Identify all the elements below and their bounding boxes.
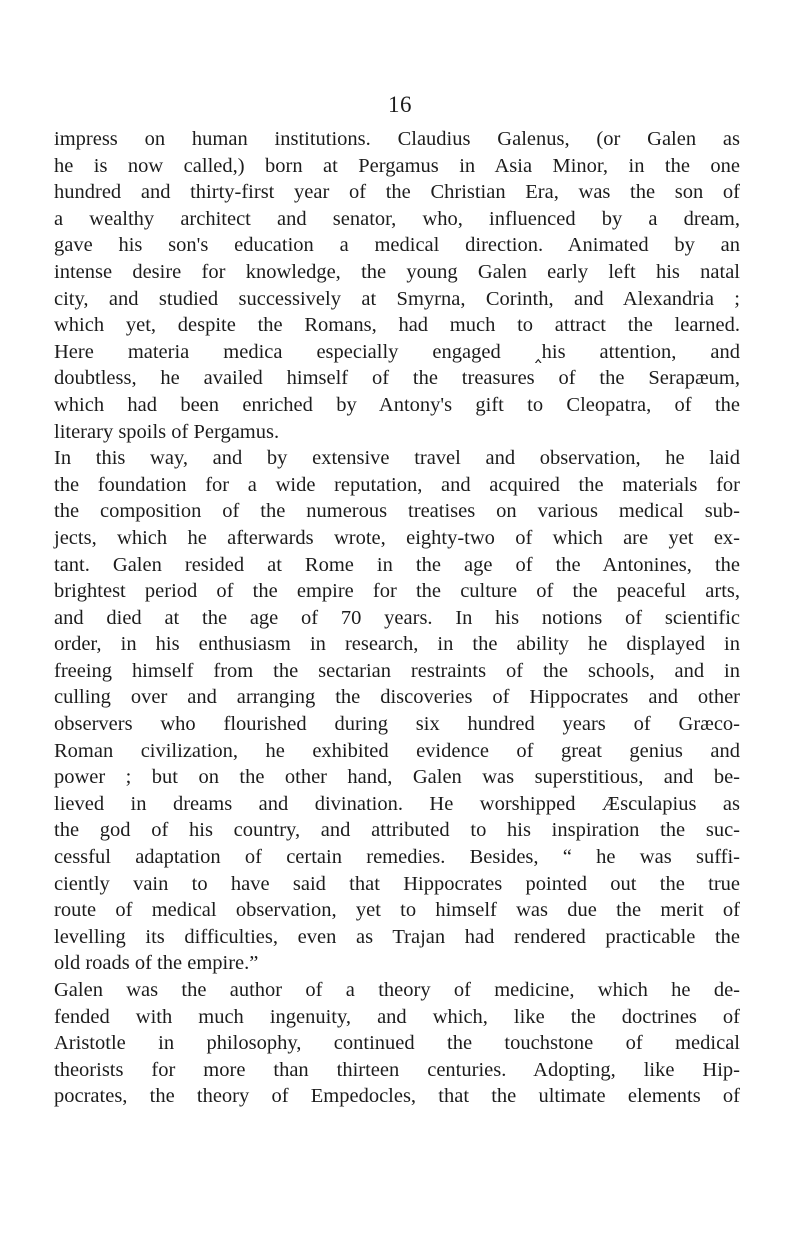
text-line: intense desire for knowledge, the young Galen early left his natal	[54, 260, 740, 283]
text-line: culling over and arranging the discoveries of Hippocrates and other	[54, 686, 740, 709]
text-line: city, and studied successively at Smyrna, Corinth, and Alexandria ;	[54, 287, 740, 310]
text-line: hundred and thirty-first year of the Christian Era, was the son of	[54, 181, 740, 204]
page-number: 16	[388, 92, 412, 117]
text-line: cessful adaptation of certain remedies. Besides, “ he was suffi-	[54, 846, 740, 869]
text-line: lieved in dreams and divination. He worshipped Æsculapius as	[54, 792, 740, 815]
text-line: order, in his enthusiasm in research, in the ability he displayed in	[54, 633, 740, 656]
text-line: the composition of the numerous treatises on various medical sub-	[54, 500, 740, 523]
text-line: which had been enriched by Antony's gift to Cleopatra, of the	[54, 393, 740, 416]
text-line: brightest period of the empire for the culture of the peaceful arts,	[54, 580, 740, 603]
text-line: he is now called,) born at Pergamus in Asia Minor, in the one	[54, 154, 740, 177]
text-line: pocrates, the theory of Empedocles, that the ultimate elements of	[54, 1085, 740, 1108]
text-line: impress on human institutions. Claudius Galenus, (or Galen as	[54, 128, 740, 150]
text-line: tant. Galen resided at Rome in the age of the Antonines, the	[54, 553, 740, 576]
text-line: literary spoils of Pergamus.	[54, 420, 280, 443]
text-line: ciently vain to have said that Hippocrates pointed out the true	[54, 872, 740, 895]
text-line: doubtless, he availed himself of the treasures of the Serapæum,	[54, 367, 740, 390]
text-line: gave his son's education a medical direction. Animated by an	[54, 234, 740, 257]
text-line: Galen was the author of a theory of medicine, which he de-	[54, 979, 740, 1001]
text-line: freeing himself from the sectarian restraints of the schools, and in	[54, 659, 740, 682]
text-line: levelling its difficulties, even as Trajan had rendered practicable the	[54, 925, 740, 948]
text-line: the foundation for a wide reputation, and acquired the materials for	[54, 473, 740, 496]
text-line: power ; but on the other hand, Galen was superstitious, and be-	[54, 766, 740, 789]
text-line: and died at the age of 70 years. In his notions of scientific	[54, 606, 740, 629]
text-line: old roads of the empire.”	[54, 952, 259, 975]
text-line: Roman civilization, he exhibited evidence of great genius and	[54, 739, 740, 762]
text-line: fended with much ingenuity, and which, like the doctrines of	[54, 1005, 740, 1028]
body-text	[54, 126, 740, 1110]
text-line: a wealthy architect and senator, who, influenced by a dream,	[54, 207, 740, 230]
text-line: Aristotle in philosophy, continued the touchstone of medical	[54, 1032, 740, 1055]
text-line: theorists for more than thirteen centuries. Adopting, like Hip-	[54, 1058, 740, 1081]
text-line: Here materia medica especially engaged ‸his attention, and	[54, 340, 740, 363]
text-line: observers who flourished during six hundred years of Græco-	[54, 713, 740, 736]
text-line: route of medical observation, yet to himself was due the merit of	[54, 899, 740, 922]
text-line: which yet, despite the Romans, had much to attract the learned.	[54, 314, 740, 337]
text-line: jects, which he afterwards wrote, eighty-two of which are yet ex-	[54, 526, 740, 549]
text-line: the god of his country, and attributed to his inspiration the suc-	[54, 819, 740, 842]
text-line: In this way, and by extensive travel and observation, he laid	[54, 447, 740, 470]
